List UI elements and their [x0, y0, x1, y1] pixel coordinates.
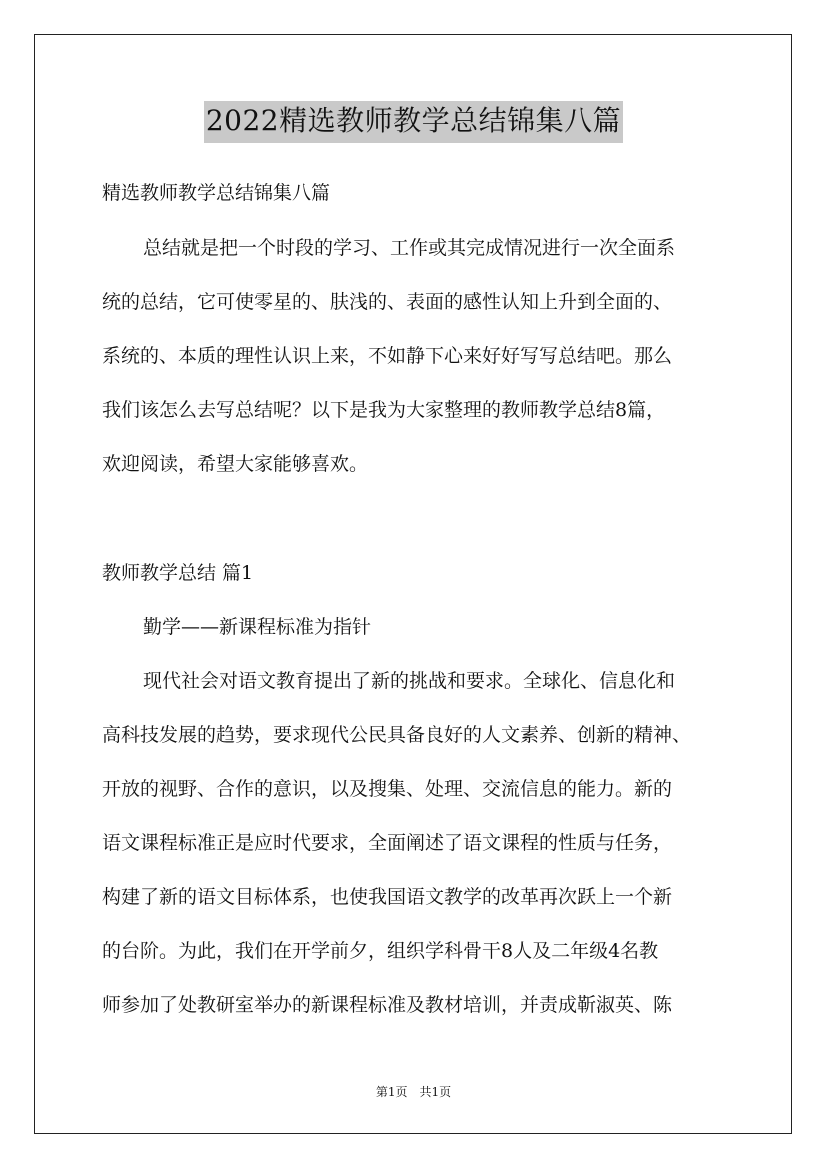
document-title-text: 2022精选教师教学总结锦集八篇	[204, 101, 623, 143]
body-line-7: 师参加了处教研室举办的新课程标准及教材培训，并责成靳淑英、陈	[102, 994, 673, 1016]
body-line-2: 高科技发展的趋势，要求现代公民具备良好的人文素养、创新的精神、	[102, 724, 692, 746]
page-footer: 第1页 共1页	[375, 1085, 452, 1099]
section-subheading: 勤学——新课程标准为指针	[143, 616, 372, 638]
body-line-6: 的台阶。为此，我们在开学前夕，组织学科骨干8人及二年级4名教	[102, 940, 659, 962]
intro-line-5: 欢迎阅读，希望大家能够喜欢。	[102, 453, 369, 475]
section-heading: 教师教学总结 篇1	[102, 562, 254, 584]
body-line-5: 构建了新的语文目标体系，也使我国语文教学的改革再次跃上一个新	[102, 886, 673, 908]
body-line-1: 现代社会对语文教育提出了新的挑战和要求。全球化、信息化和	[143, 670, 676, 692]
intro-line-4: 我们该怎么去写总结呢？以下是我为大家整理的教师教学总结8篇，	[102, 399, 666, 421]
document-title	[0, 100, 827, 143]
intro-line-2: 统的总结，它可使零星的、肤浅的、表面的感性认知上升到全面的、	[102, 291, 673, 313]
intro-line-1: 总结就是把一个时段的学习、工作或其完成情况进行一次全面系	[143, 237, 676, 259]
body-line-4: 语文课程标准正是应时代要求，全面阐述了语文课程的性质与任务，	[102, 832, 673, 854]
document-subtitle: 精选教师教学总结锦集八篇	[102, 182, 331, 204]
body-line-3: 开放的视野、合作的意识，以及搜集、处理、交流信息的能力。新的	[102, 778, 673, 800]
intro-line-3: 系统的、本质的理性认识上来，不如静下心来好好写写总结吧。那么	[102, 345, 673, 367]
